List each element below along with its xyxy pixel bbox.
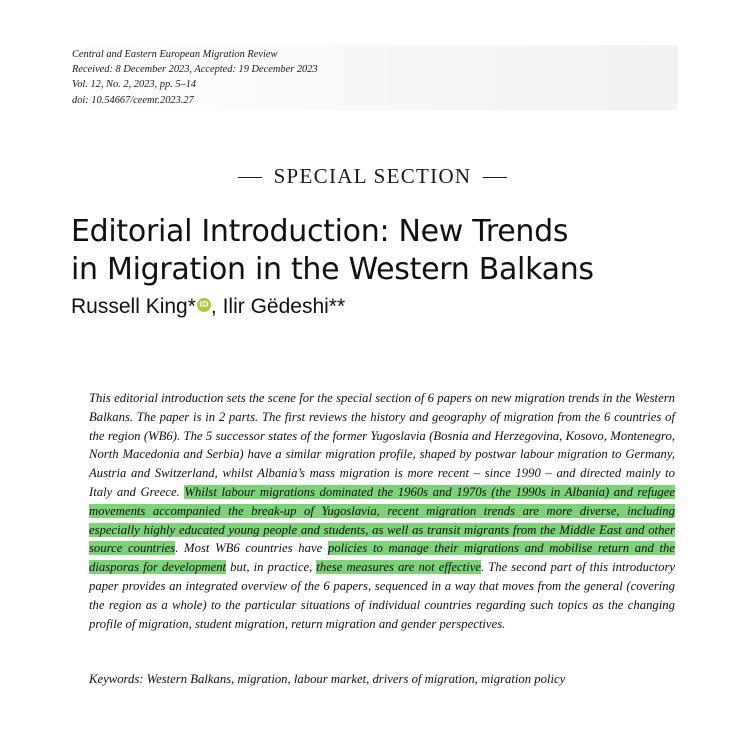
- section-label: SPECIAL SECTION: [273, 164, 472, 188]
- left-dash-rule: [238, 177, 262, 178]
- author-king: Russell King*: [71, 295, 196, 318]
- paper-title: [71, 213, 671, 289]
- abstract-text-1: This editorial introduction sets the scene for the special section of 6 papers on new migration trends in the Western Balkans. The paper is in 2 parts. The first reviews the history and geography of migration from the 6 countries of the region (WB6). The 5 successor states of the former Yugoslavia (Bosnia and Herzegovina, Kosovo, Montenegro, North Macedonia and Serbia) have a similar migration profile, shaped by postwar labour migration to Germany, Austria and Switzerland, whilst Albania’s mass migration is more recent – since 1990 – and directed mainly to Italy and Greece.: [89, 391, 675, 499]
- title-line-2: in Migration in the Western Balkans: [71, 252, 594, 287]
- abstract-highlight-2: policies to manage their migrations and mobilise return and the diasporas for development: [89, 541, 675, 575]
- abstract-highlight-3: these measures are not effective: [316, 560, 481, 575]
- right-dash-rule: [483, 177, 507, 178]
- section-heading: [0, 164, 745, 189]
- received-accepted-dates: Received: 8 December 2023, Accepted: 19 December 2023: [72, 64, 318, 76]
- orcid-icon[interactable]: iD: [197, 298, 211, 312]
- abstract-text-4: . The second part of this introductory paper provides an integrated overview of the 6 papers, sequenced in a way that moves from the general (covering the region as a whole) to the particular situations of individual countries regarding such topics as the changing profile of migration, student migration, return migration and gender perspectives.: [89, 560, 676, 631]
- abstract-text-2: . Most WB6 countries have: [175, 541, 323, 556]
- volume-info: Vol. 12, No. 2, 2023, pp. 5–14: [72, 79, 197, 91]
- title-line-1: Editorial Introduction: New Trends: [71, 214, 569, 249]
- author-list: [71, 295, 345, 319]
- abstract-text-3: but, in practice,: [230, 560, 313, 575]
- author-separator: ,: [210, 295, 217, 318]
- doi[interactable]: doi: 10.54667/ceemr.2023.27: [72, 94, 194, 106]
- abstract-highlight-1: Whilst labour migrations dominated the 1960s and 1970s (the 1990s in Albania) and refugee movements accompanied the break-up of Yugoslavia, recent migration trends are more diverse, including especially highly educated young people and students, as well as transit migrants from the Middle East and other source countries: [89, 484, 675, 556]
- abstract: [89, 389, 675, 633]
- author-gedeshi: Ilir Gëdeshi**: [222, 295, 346, 318]
- journal-meta-block: [72, 45, 677, 110]
- keywords: Keywords: Western Balkans, migration, labour market, drivers of migration, migration policy: [89, 672, 566, 686]
- journal-name: Central and Eastern European Migration Review: [72, 49, 278, 60]
